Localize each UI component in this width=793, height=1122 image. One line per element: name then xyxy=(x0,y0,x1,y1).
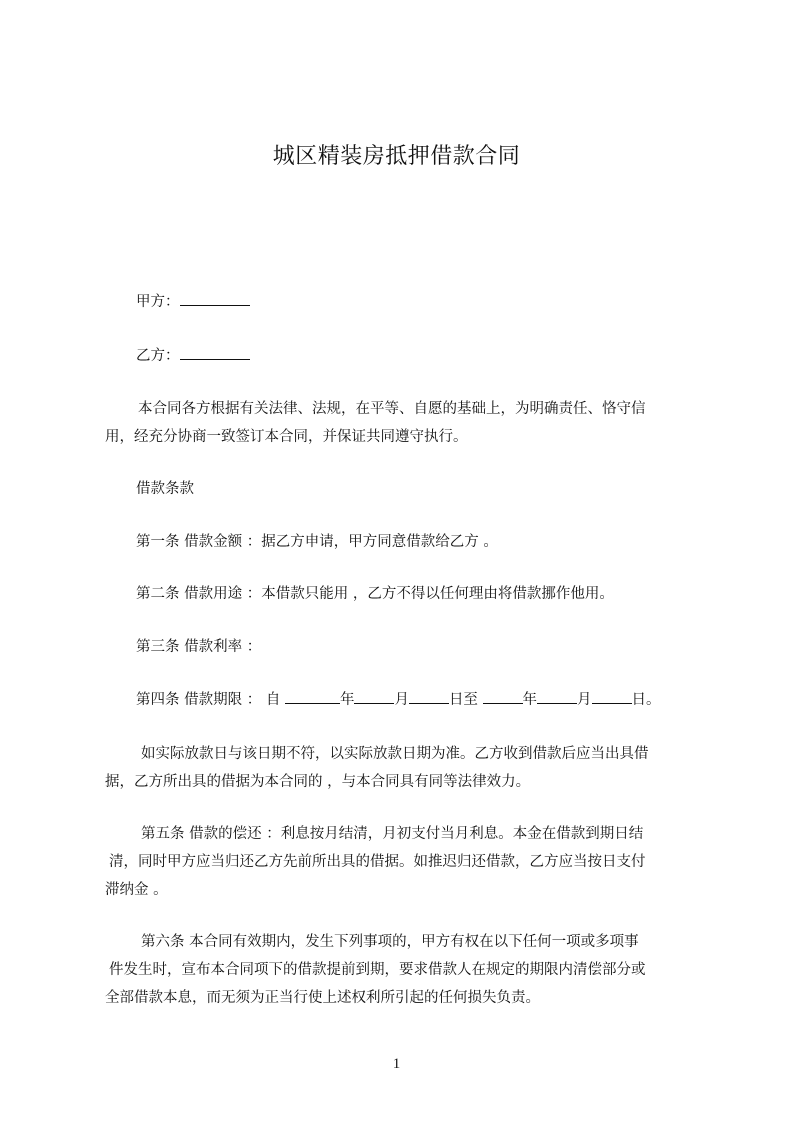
intro-line-2: 用，经充分协商一致签订本合同，并保证共同遵守执行。 xyxy=(105,429,468,445)
article-4-note-line-1: 如实际放款日与该日期不符，以实际放款日期为准。乙方收到借款后应当出具借 xyxy=(141,746,649,762)
start-year-blank xyxy=(285,687,340,704)
article-6 xyxy=(105,928,703,1012)
page-number: 1 xyxy=(392,1056,401,1072)
article-6-line-1: 第六条 本合同有效期内，发生下列事项的，甲方有权在以下任何一项或多项事 xyxy=(141,934,639,950)
document-title: 城区精装房抵押借款合同 xyxy=(272,144,521,169)
end-month-blank xyxy=(537,687,577,704)
article-5 xyxy=(105,820,703,904)
party-b-blank xyxy=(180,343,250,360)
article-4-prefix: 第四条 借款期限 ： 自 xyxy=(136,692,285,708)
party-a-label: 甲方： xyxy=(136,294,180,310)
party-b-line xyxy=(136,342,736,370)
article-1: 第一条 借款金额 ：据乙方申请，甲方同意借款给乙方 。 xyxy=(136,534,498,550)
article-4 xyxy=(136,686,736,714)
article-5-line-2: 清，同时甲方应当归还乙方先前所出具的借据。如推迟归还借款，乙方应当按日支付 xyxy=(109,854,646,870)
start-month-blank xyxy=(354,687,394,704)
article-4-note-line-2: 据，乙方所出具的借据为本合同的 ，与本合同具有同等法律效力。 xyxy=(105,774,531,790)
article-3: 第三条 借款利率 ： xyxy=(136,639,262,655)
article-4-note xyxy=(105,740,703,796)
start-day-to-label: 日至 xyxy=(448,692,478,708)
party-a-blank xyxy=(180,289,250,306)
start-year-label: 年 xyxy=(339,692,355,708)
article-5-line-3: 滞纳金 。 xyxy=(105,882,168,898)
end-day-label: 日。 xyxy=(631,692,661,708)
start-month-label: 月 xyxy=(394,692,409,708)
end-day-blank xyxy=(592,687,632,704)
intro-paragraph xyxy=(105,395,703,451)
intro-line-1: 本合同各方根据有关法律、法规，在平等、自愿的基础上，为明确责任、恪守信 xyxy=(138,401,646,417)
start-day-blank xyxy=(409,687,449,704)
article-2: 第二条 借款用途 ：本借款只能用 ，乙方不得以任何理由将借款挪作他用。 xyxy=(136,586,614,602)
end-month-label: 月 xyxy=(577,692,592,708)
article-5-line-1: 第五条 借款的偿还 ：利息按月结清，月初支付当月利息。本金在借款到期日结 xyxy=(141,826,644,842)
party-a-line xyxy=(136,288,736,316)
article-6-line-2: 件发生时，宣布本合同项下的借款提前到期，要求借款人在规定的期限内清偿部分或 xyxy=(109,962,646,978)
section-heading: 借款条款 xyxy=(136,481,194,497)
party-b-label: 乙方： xyxy=(136,348,180,364)
end-year-blank xyxy=(483,687,523,704)
end-year-label: 年 xyxy=(522,692,538,708)
article-6-line-3: 全部借款本息，而无须为正当行使上述权利所引起的任何损失负责。 xyxy=(105,990,540,1006)
